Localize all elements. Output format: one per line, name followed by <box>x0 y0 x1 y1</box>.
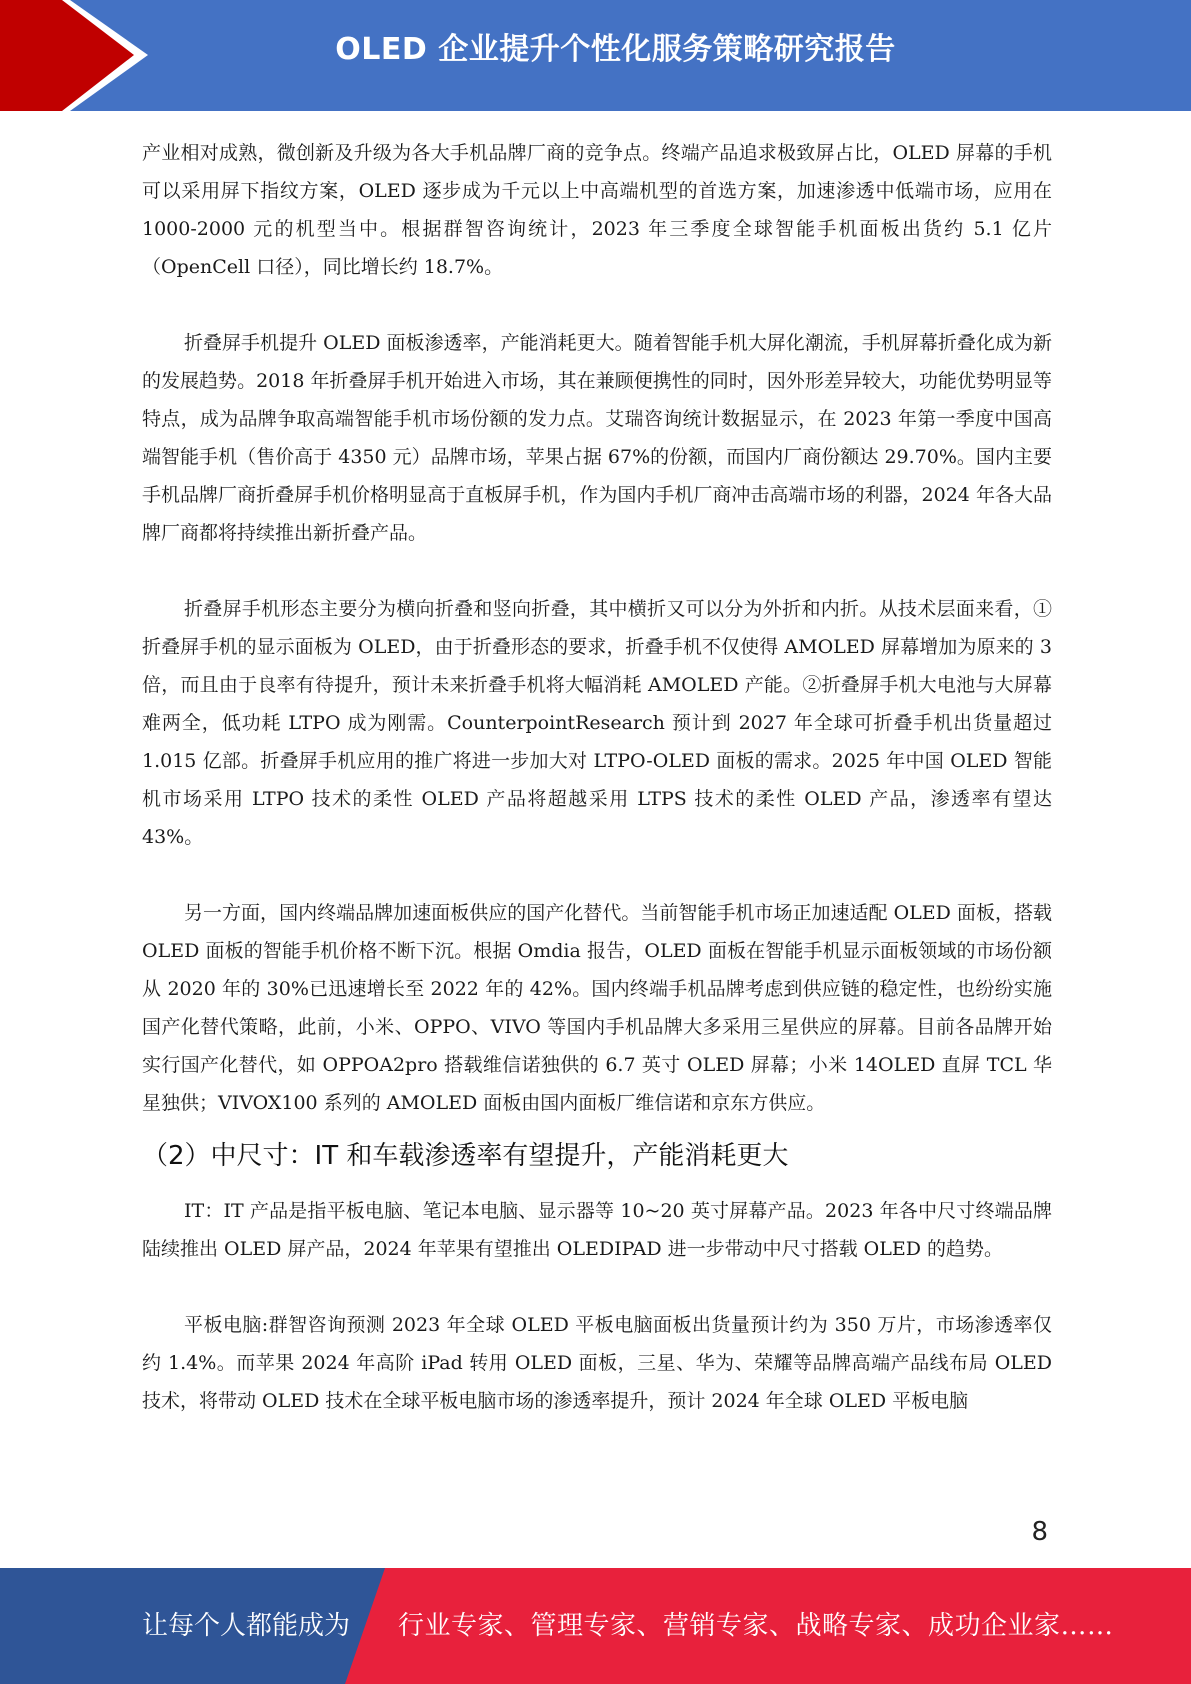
page-number: 8 <box>1031 1517 1048 1547</box>
page-header <box>0 0 1191 111</box>
paragraph-1: 产业相对成熟，微创新及升级为各大手机品牌厂商的竞争点。终端产品追求极致屏占比，OLED 屏幕的手机可以采用屏下指纹方案，OLED 逐步成为千元以上中高端机型的首选方案，加速渗透中低端市场，应用在 1000-2000 元的机型当中。根据群智咨询统计，2023 年三季度全球智能手机面板出货约 5.1 亿片（OpenCell 口径），同比增长约 18.7%。 <box>142 142 1052 278</box>
paragraph-3: 折叠屏手机形态主要分为横向折叠和竖向折叠，其中横折又可以分为外折和内折。从技术层面来看，①折叠屏手机的显示面板为 OLED，由于折叠形态的要求，折叠手机不仅使得 AMOLED 屏幕增加为原来的 3 倍，而且由于良率有待提升，预计未来折叠手机将大幅消耗 AMOLED 产能。②折叠屏手机大电池与大屏幕难两全，低功耗 LTPO 成为刚需。CounterpointResearch 预计到 2027 年全球可折叠手机出货量超过 1.015 亿部。折叠屏手机应用的推广将进一步加大对 LTPO-OLED 面板的需求。2025 年中国 OLED 智能机市场采用 LTPO 技术的柔性 OLED 产品将超越采用 LTPS 技术的柔性 OLED 产品，渗透率有望达 43%。 <box>142 598 1052 848</box>
section-heading: （2）中尺寸：IT 和车载渗透率有望提升，产能消耗更大 <box>142 1141 789 1171</box>
page-footer <box>0 1568 1191 1684</box>
report-title: OLED 企业提升个性化服务策略研究报告 <box>335 32 896 67</box>
document-body <box>142 134 1052 1420</box>
footer-slogan-left: 让每个人都能成为 <box>142 1611 351 1641</box>
paragraph-2: 折叠屏手机提升 OLED 面板渗透率，产能消耗更大。随着智能手机大屏化潮流，手机屏幕折叠化成为新的发展趋势。2018 年折叠屏手机开始进入市场，其在兼顾便携性的同时，因外形差异较大，功能优势明显等特点，成为品牌争取高端智能手机市场份额的发力点。艾瑞咨询统计数据显示，在 2023 年第一季度中国高端智能手机（售价高于 4350 元）品牌市场，苹果占据 67%的份额，而国内厂商份额达 29.70%。国内主要手机品牌厂商折叠屏手机价格明显高于直板屏手机，作为国内手机厂商冲击高端市场的利器，2024 年各大品牌厂商都将持续推出新折叠产品。 <box>142 332 1052 544</box>
paragraph-6: 平板电脑:群智咨询预测 2023 年全球 OLED 平板电脑面板出货量预计约为 350 万片，市场渗透率仅约 1.4%。而苹果 2024 年高阶 iPad 转用 OLED 面板，三星、华为、荣耀等品牌高端产品线布局 OLED 技术，将带动 OLED 技术在全球平板电脑市场的渗透率提升，预计 2024 年全球 OLED 平板电脑 <box>142 1314 1052 1412</box>
paragraph-4: 另一方面，国内终端品牌加速面板供应的国产化替代。当前智能手机市场正加速适配 OLED 面板，搭载 OLED 面板的智能手机价格不断下沉。根据 Omdia 报告，OLED 面板在智能手机显示面板领域的市场份额从 2020 年的 30%已迅速增长至 2022 年的 42%。国内终端手机品牌考虑到供应链的稳定性，也纷纷实施国产化替代策略，此前，小米、OPPO、VIVO 等国内手机品牌大多采用三星供应的屏幕。目前各品牌开始实行国产化替代，如 OPPOA2pro 搭载维信诺独供的 6.7 英寸 OLED 屏幕；小米 14OLED 直屏 TCL 华星独供；VIVOX100 系列的 AMOLED 面板由国内面板厂维信诺和京东方供应。 <box>142 902 1052 1114</box>
footer-slogan-right: 行业专家、管理专家、营销专家、战略专家、成功企业家…… <box>398 1611 1114 1641</box>
paragraph-5: IT：IT 产品是指平板电脑、笔记本电脑、显示器等 10~20 英寸屏幕产品。2023 年各中尺寸终端品牌陆续推出 OLED 屏产品，2024 年苹果有望推出 OLEDIPAD 进一步带动中尺寸搭载 OLED 的趋势。 <box>142 1200 1052 1260</box>
